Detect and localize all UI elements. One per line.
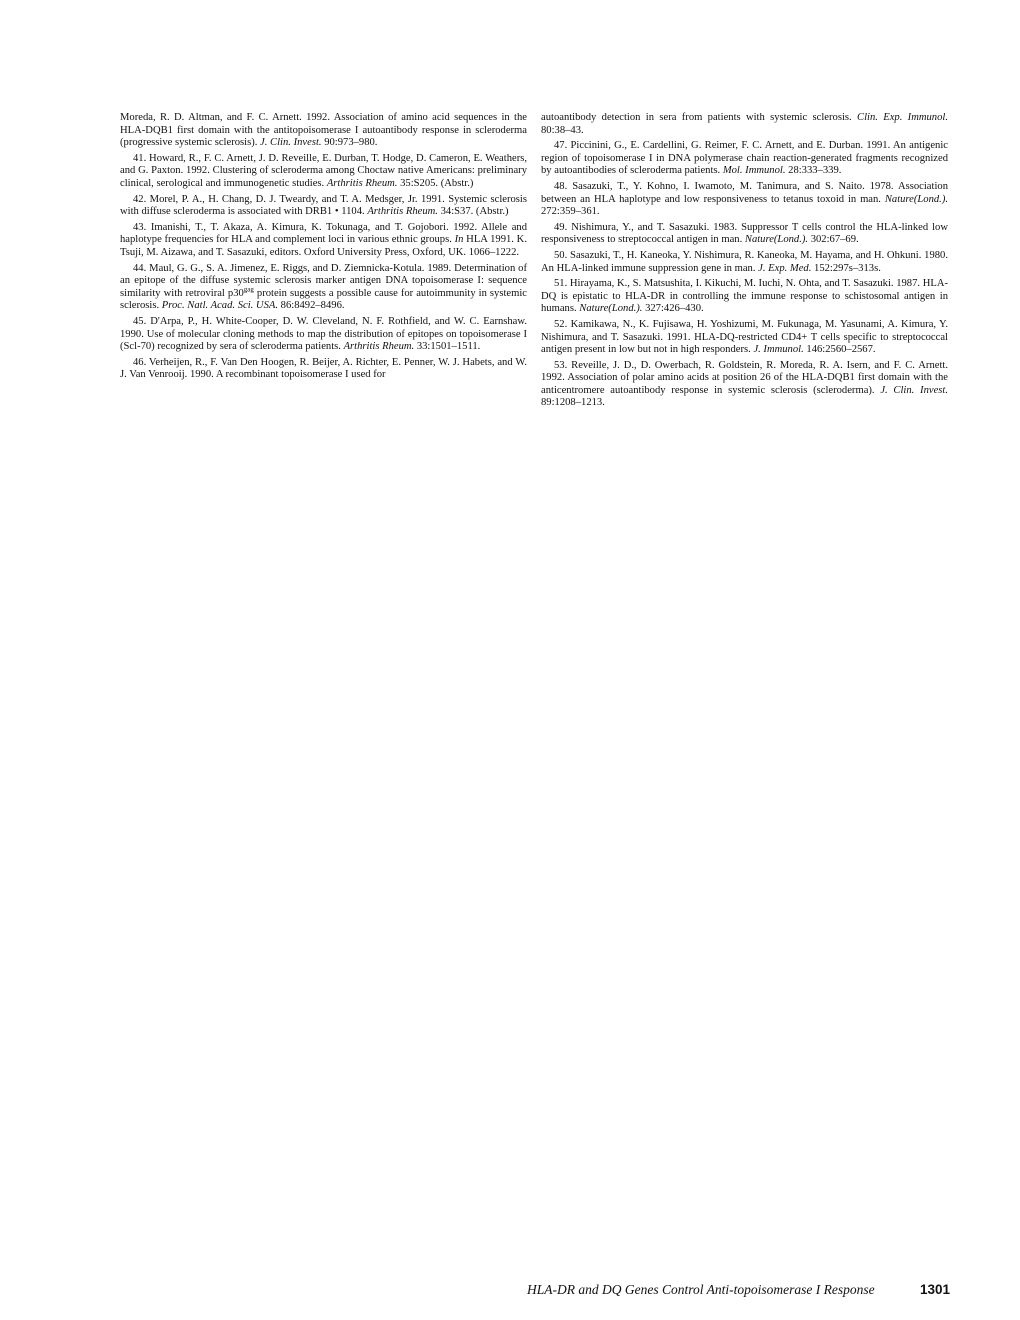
reference-text: 33:1501–1511. [414,341,481,353]
reference-text: 53. Reveille, J. D., D. Owerbach, R. Goldstein, R. Moreda, R. A. Isern, and F. C. Arnett. 1992. Association of polar amino acids at position 26 of the HLA-DQB1 first domain with the anticentromere autoantibody response in systemic sclerosis (scleroderma). [541,359,948,396]
page-number: 1301 [919,1282,950,1297]
reference-ref-46-cont [541,112,948,137]
references-column-right [541,112,948,413]
reference-ref-47 [541,140,948,178]
reference-text: 89:1208–1213. [541,397,605,409]
reference-text: 152:297s–313s. [811,262,881,274]
reference-text: 50. Sasazuki, T., H. Kaneoka, Y. Nishimura, R. Kaneoka, M. Hayama, and H. Ohkuni. 1980. An HLA-linked immune suppression gene in man. [541,249,948,274]
journal-title: Nature(Lond.). [744,234,809,246]
reference-ref-42 [120,194,527,219]
reference-ref-40-cont [120,112,527,150]
reference-ref-41 [120,153,527,191]
journal-title: J. Exp. Med. [758,262,812,274]
superscript: gag [243,285,254,294]
reference-text: 146:2560–2567. [803,344,876,356]
reference-ref-50 [541,250,948,275]
reference-text: 46. Verheijen, R., F. Van Den Hoogen, R. Beijer, A. Richter, E. Penner, W. J. Habets, and W. J. Van Venrooij. 1990. A recombinant topoisomerase I used for [120,356,527,381]
page-footer [527,1282,950,1298]
reference-ref-43 [120,222,527,260]
reference-text: 35:S205. (Abstr.) [397,177,474,189]
journal-title: J. Immunol. [753,344,804,356]
reference-text: 42. Morel, P. A., H. Chang, D. J. Tweardy, and T. A. Medsger, Jr. 1991. Systemic sclerosis with diffuse scleroderma is associated with DRB1 • 1104. [120,193,527,218]
reference-text: 41. Howard, R., F. C. Arnett, J. D. Reveille, E. Durban, T. Hodge, D. Cameron, E. Weathers, and G. Paxton. 1992. Clustering of scleroderma among Choctaw native Americans: preliminary clinical, serological and immunogenetic studies. [120,152,527,189]
journal-title: In [454,234,464,246]
journal-title: Arthritis Rheum. [343,341,415,353]
reference-text: 48. Sasazuki, T., Y. Kohno, I. Iwamoto, M. Tanimura, and S. Naito. 1978. Association between an HLA haplotype and low responsiveness to tetanus toxoid in man. [541,180,948,205]
reference-ref-49 [541,222,948,247]
reference-text: 45. D'Arpa, P., H. White-Cooper, D. W. Cleveland, N. F. Rothfield, and W. C. Earnshaw. 1990. Use of molecular cloning methods to map the distribution of epitopes on topoisomerase I (Scl-70) recognized by sera of scleroderma patients. [120,315,527,353]
reference-text: Moreda, R. D. Altman, and F. C. Arnett. 1992. Association of amino acid sequences in the HLA-DQB1 first domain with the antitopoisomerase I autoantibody response in scleroderma (progressive systemic sclerosis). [120,112,527,149]
reference-text: 80:38–43. [541,124,584,136]
reference-text: 43. Imanishi, T., T. Akaza, A. Kimura, K. Tokunaga, and T. Gojobori. 1992. Allele and haplotype frequencies for HLA and complement loci in various ethnic groups. [120,221,527,246]
reference-ref-53 [541,360,948,410]
reference-text: 47. Piccinini, G., E. Cardellini, G. Reimer, F. C. Arnett, and E. Durban. 1991. An antigenic region of topoisomerase I in DNA polymerase chain reaction-generated fragments recognized by autoantibodies of scleroderma patients. [541,140,948,177]
journal-title: Nature(Lond.). [884,193,948,205]
journal-title: Mol. Immunol. [722,165,786,177]
reference-text: 52. Kamikawa, N., K. Fujisawa, H. Yoshizumi, M. Fukunaga, M. Yasunami, A. Kimura, Y. Nishimura, and T. Sasazuki. 1991. HLA-DQ-restricted CD4+ T cells specific to streptococcal antigen present in low but not in high responders. [541,318,948,356]
reference-text: 34:S37. (Abstr.) [437,206,509,218]
reference-text: 302:67–69. [808,234,859,246]
reference-ref-44 [120,263,527,313]
reference-ref-46 [120,357,527,382]
journal-title: J. Clin. Invest. [880,384,948,396]
journal-title: Clin. Exp. Immunol. [857,112,948,123]
journal-title: Arthritis Rheum. [367,206,438,218]
reference-text: 90:973–980. [321,137,378,149]
references-column-left [120,112,527,385]
reference-text: 51. Hirayama, K., S. Matsushita, I. Kikuchi, M. Iuchi, N. Ohta, and T. Sasazuki. 1987. HLA-DQ is epistatic to HLA-DR in controlling the immune response to schistosomal antigen in humans. [541,278,948,315]
reference-text: 272:359–361. [541,206,600,218]
reference-text: 49. Nishimura, Y., and T. Sasazuki. 1983. Suppressor T cells control the HLA-linked low responsiveness to streptococcal antigen in man. [541,221,948,246]
journal-title: J. Clin. Invest. [260,137,322,149]
reference-ref-51 [541,278,948,316]
reference-text: 28:333–339. [785,165,842,177]
reference-text: protein suggests a possible cause for autoimmunity in systemic sclerosis. [120,287,528,312]
journal-title: Nature(Lond.). [579,303,643,315]
journal-title: Proc. Natl. Acad. Sci. USA. [161,300,279,312]
reference-text: HLA 1991. K. Tsuji, M. Aizawa, and T. Sasazuki, editors. Oxford University Press, Oxford, UK. 1066–1222. [120,234,527,258]
reference-text: 44. Maul, G. G., S. A. Jimenez, E. Riggs, and D. Ziemnicka-Kotula. 1989. Determination of an epitope of the diffuse systemic sclerosis marker antigen DNA topoisomerase I: sequence similarity with retroviral p30 [120,262,527,299]
reference-ref-48 [541,181,948,219]
journal-title: Arthritis Rheum. [326,177,398,189]
reference-ref-45 [120,316,527,354]
reference-text: 327:426–430. [642,303,704,315]
running-title: HLA-DR and DQ Genes Control Anti-topoisomerase I Response [527,1282,875,1297]
reference-text: 86:8492–8496. [278,300,345,312]
reference-ref-52 [541,319,948,357]
reference-text: autoantibody detection in sera from patients with systemic sclerosis. [541,112,857,123]
